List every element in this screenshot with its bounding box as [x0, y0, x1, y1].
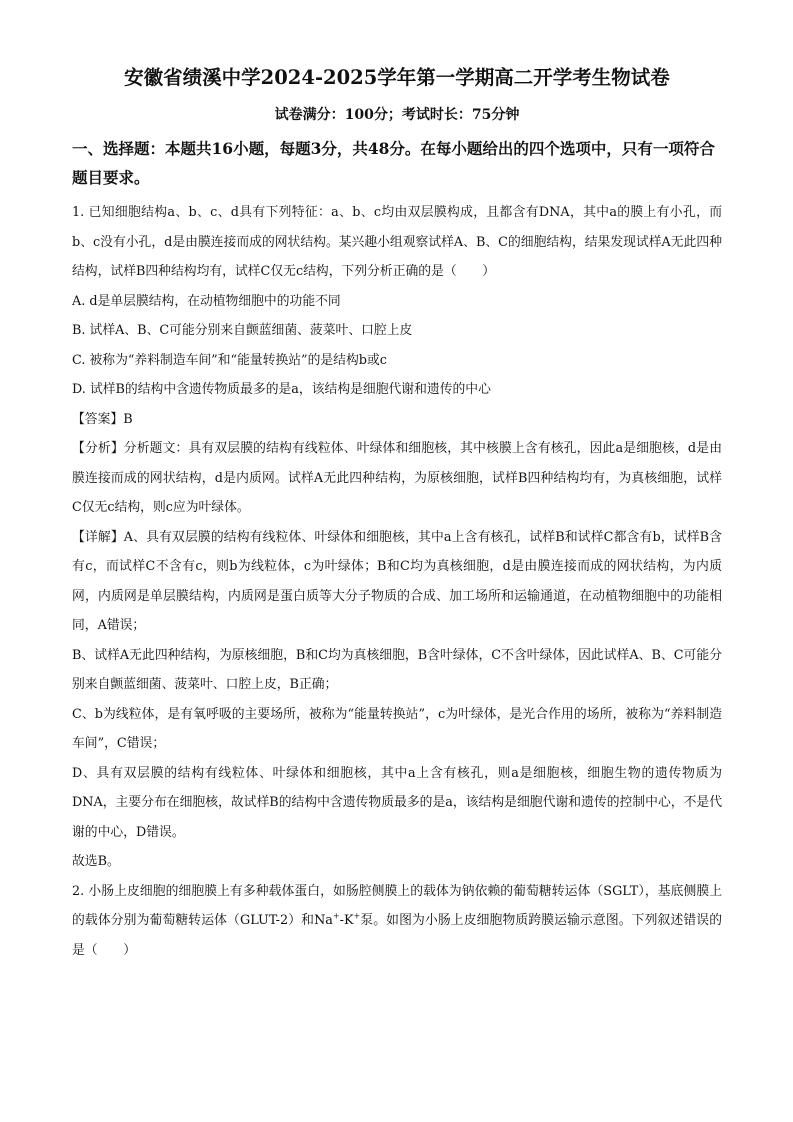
exam-page — [72, 64, 722, 965]
question-1-option-a: A. d是单层膜结构，在动植物细胞中的功能不同 — [72, 293, 341, 309]
exam-title: 安徽省绩溪中学2024-2025学年第一学期高二开学考生物试卷 — [124, 66, 670, 89]
section-heading: 一、选择题：本题共16小题，每题3分，共48分。在每小题给出的四个选项中，只有一项符合题目要求。 — [72, 139, 715, 187]
question-1-option-b: B. 试样A、B、C可能分别来自颤蓝细菌、菠菜叶、口腔上皮 — [72, 323, 413, 338]
question-2-stem — [72, 877, 722, 966]
question-1-detail-b: B、试样A无此四种结构，为原核细胞，B和C均为真核细胞，B含叶绿体，C不含叶绿体，因此试样A、B、C可能分别来自颤蓝细菌、菠菜叶、口腔上皮，B正确； — [72, 647, 722, 692]
question-1-option-c: C. 被称为“养料制造车间”和“能量转换站”的是结构b或c — [72, 352, 387, 368]
question-1-analysis: 【分析】分析题文：具有双层膜的结构有线粒体、叶绿体和细胞核，其中核膜上含有核孔，因此a是细胞核，d是由膜连接而成的网状结构，d是内质网。试样A无此四种结构，为原核细胞，试样B四种结构均有，为真核细胞，试样C仅无c结构，则c应为叶绿体。 — [72, 441, 722, 515]
exam-subtitle: 试卷满分：100分；考试时长：75分钟 — [274, 107, 520, 123]
question-1-stem: 1. 已知细胞结构a、b、c、d具有下列特征：a、b、c均由双层膜构成，且都含有DNA，其中a的膜上有小孔，而b、c没有小孔，d是由膜连接而成的网状结构。某兴趣小组观察试样A、B、C的细胞结构，结果发现试样A无此四种结构，试样B四种结构均有，试样C仅无c结构，下列分析正确的是（ ） — [72, 205, 722, 279]
question-1-conclusion: 故选B。 — [72, 854, 120, 869]
potassium-charge: + — [353, 911, 361, 921]
question-1-answer: 【答案】B — [72, 411, 133, 427]
question-1-detail-d: D、具有双层膜的结构有线粒体、叶绿体和细胞核，其中a上含有核孔，则a是细胞核，细胞生物的遗传物质为DNA，主要分布在细胞核，故试样B的结构中含遗传物质最多的是a，该结构是细胞代谢和遗传的控制中心，不是代谢的中心，D错误。 — [72, 765, 722, 840]
question-1-detail-c: C、b为线粒体，是有氧呼吸的主要场所，被称为“能量转换站”，c为叶绿体，是光合作用的场所，被称为“养料制造车间”，C错误； — [72, 706, 722, 751]
question-2-stem-part1: 2. 小肠上皮细胞的细胞膜上有多种载体蛋白，如肠腔侧膜上的载体为钠依赖的葡萄糖转运体（SGLT），基底侧膜上的载体分别为葡萄糖转运体（GLUT-2）和Na — [72, 883, 722, 928]
question-2-stem-part3: 泵。如图为小肠上皮细胞物质跨膜运输示意图。下列叙述错误的是（ ） — [72, 913, 723, 958]
question-1-option-d: D. 试样B的结构中含遗传物质最多的是a，该结构是细胞代谢和遗传的中心 — [72, 382, 491, 397]
question-1-detail-a: 【详解】A、具有双层膜的结构有线粒体、叶绿体和细胞核，其中a上含有核孔，试样B和试样C都含有b，试样B含有c，而试样C不含有c，则b为线粒体，c为叶绿体；B和C均为真核细胞，d是由膜连接而成的网状结构，为内质网，内质网是单层膜结构，内质网是蛋白质等大分子物质的合成、加工场所和运输通道，在动植物细胞中的功能相同，A错误； — [72, 529, 722, 633]
sodium-charge: + — [332, 911, 340, 921]
question-2-stem-part2: -K — [339, 913, 354, 928]
